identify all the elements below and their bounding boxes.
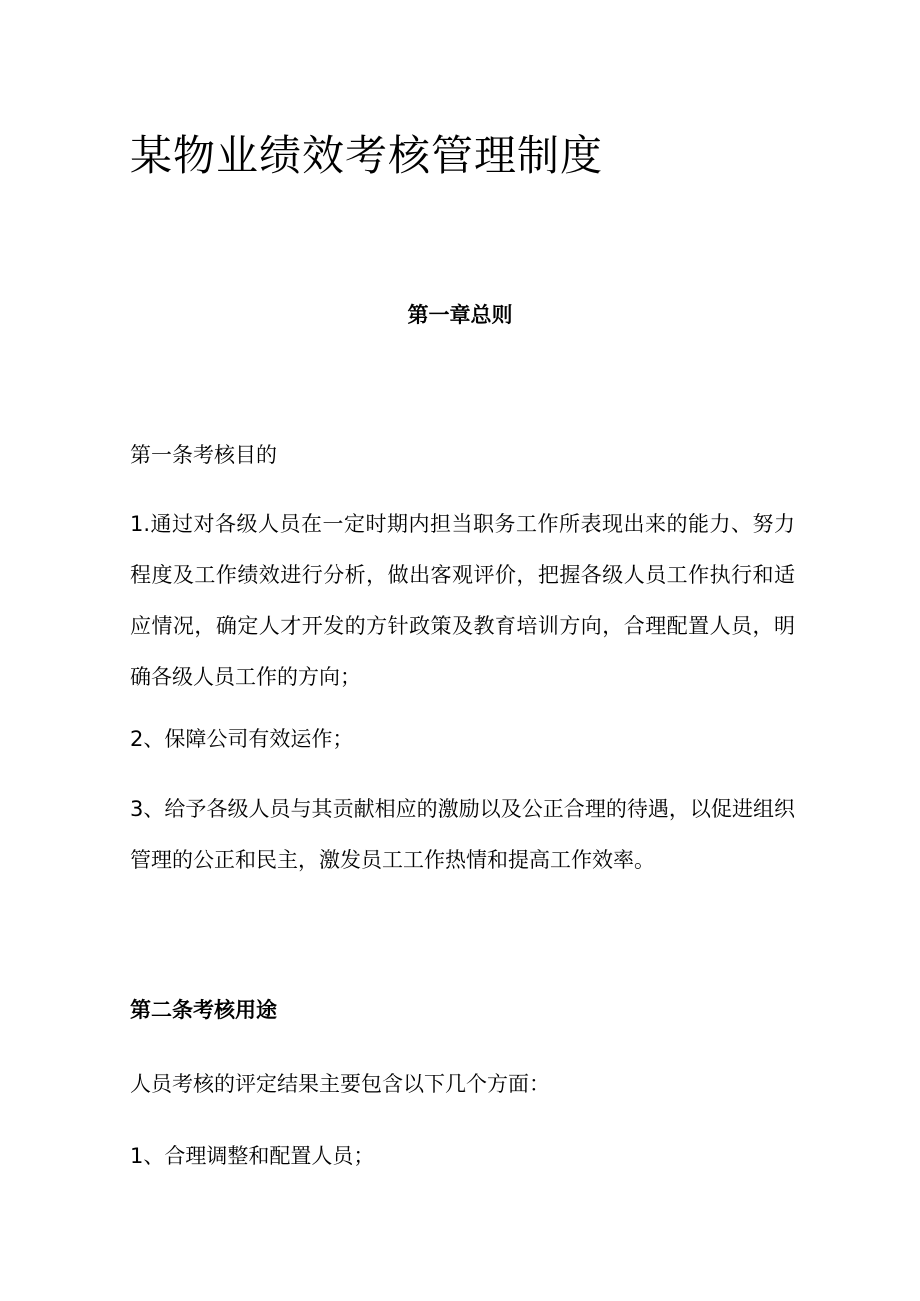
article-1-item-1: 1.通过对各级人员在一定时期内担当职务工作所表现出来的能力、努力程度及工作绩效进行分析，做出客观评价，把握各级人员工作执行和适应情况，确定人才开发的方针政策及教育培训方向，合理配置人员，明确各级人员工作的方向；	[130, 512, 795, 689]
article-1-heading: 第一条考核目的	[130, 443, 277, 467]
article-1-item-2: 2、保障公司有效运作；	[130, 727, 354, 751]
article-2-item-1: 1、合理调整和配置人员；	[130, 1144, 375, 1168]
article-1-item-3: 3、给予各级人员与其贡献相应的激励以及公正合理的待遇，以促进组织管理的公正和民主，激发员工工作热情和提高工作效率。	[130, 797, 795, 872]
article-2-heading: 第二条考核用途	[130, 998, 277, 1022]
chapter-title: 第一章总则	[407, 303, 513, 327]
document-title: 某物业绩效考核管理制度	[130, 131, 604, 180]
article-2-intro: 人员考核的评定结果主要包含以下几个方面：	[130, 1072, 550, 1096]
